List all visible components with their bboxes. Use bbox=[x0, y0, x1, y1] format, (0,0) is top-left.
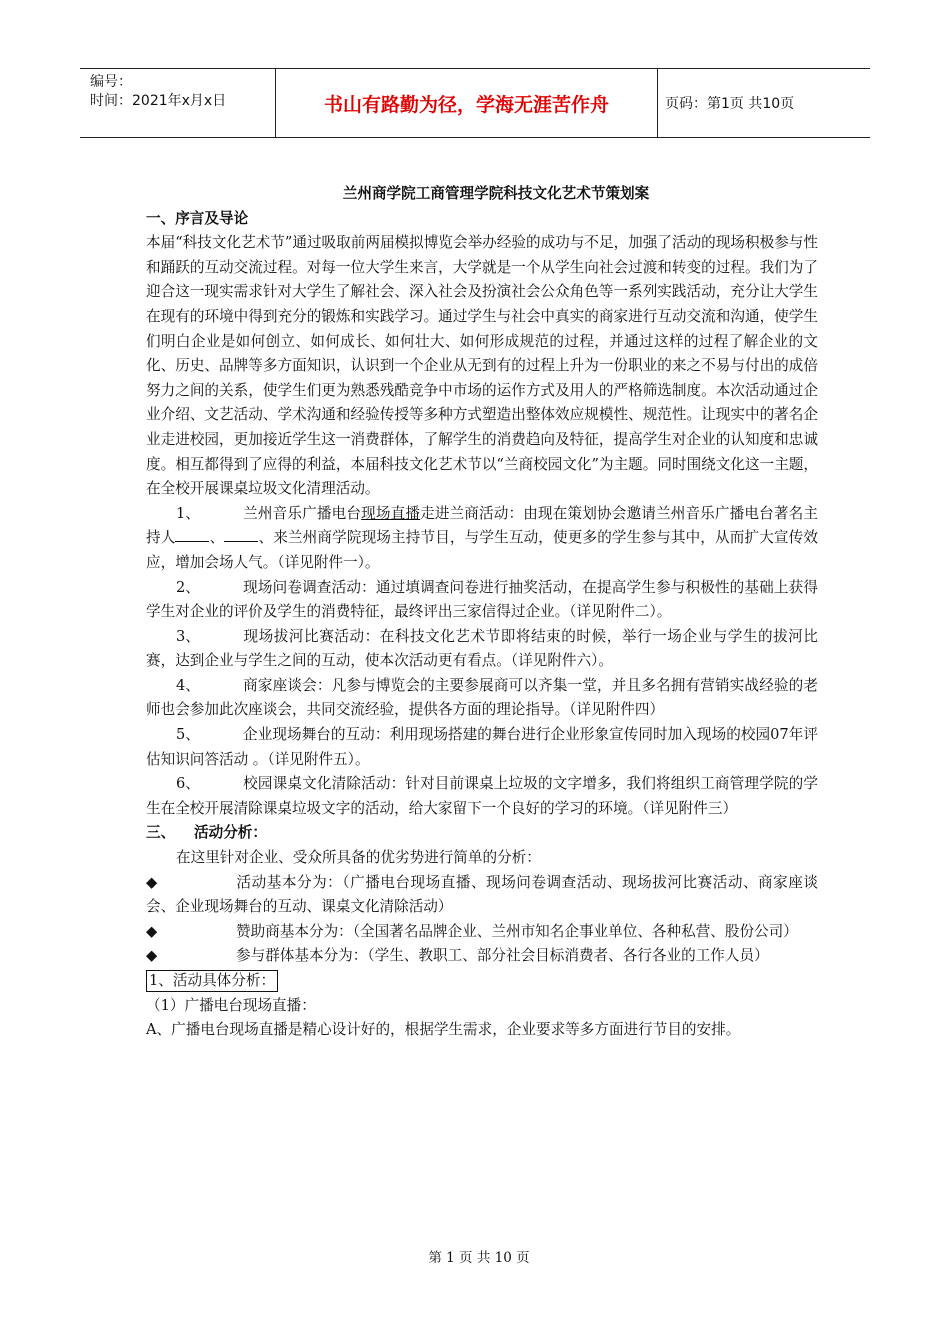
diamond-bullet-icon: ◆ bbox=[146, 922, 158, 940]
section-3-intro: 在这里针对企业、受众所具备的优劣势进行简单的分析： bbox=[176, 849, 541, 867]
item-number: 5、 bbox=[176, 726, 200, 744]
blank-line bbox=[175, 527, 209, 542]
diamond-bullet-icon: ◆ bbox=[146, 873, 158, 891]
date-label: 时间：2021年x月x日 bbox=[90, 93, 227, 109]
intro-paragraph: 本届“科技文化艺术节”通过吸取前两届模拟博览会举办经验的成功与不足，加强了活动的现场积极参与性和踊跃的互动交流过程。对每一位大学生来言，大学就是一个从学生向社会过渡和转变的过程。我们为了迎合这一现实需求针对大学生了解社会、深入社会及扮演社会公众角色等一系列实践活动，充分让大学生在现有的环境中得到充分的锻炼和实践学习。通过学生与社会中真实的商家进行互动交流和沟通，使学生们明白企业是如何创立、如何成长、如何壮大、如何形成规范的过程，并通过这样的过程了解企业的文化、历史、品牌等多方面知识，认识到一个企业从无到有的过程上升为一份职业的来之不易与付出的成倍努力之间的关系，使学生们更为熟悉残酷竞争中市场的运作方式及用人的严格筛选制度。本次活动通过企业介绍、文艺活动、学术沟通和经验传授等多种方式塑造出整体效应规模性、规范性。让现实中的著名企业走进校园，更加接近学生这一消费群体，了解学生的消费趋向及特征，提高学生对企业的认知度和忠诚度。相互都得到了应得的利益，本届科技文化艺术节以“兰商校园文化”为主题。同时围绕文化这一主题，在全校开展课桌垃圾文化清理活动。 bbox=[146, 234, 818, 498]
subsection-text: A、广播电台现场直播是精心设计好的，根据学生需求，企业要求等多方面进行节目的安排。 bbox=[146, 1021, 741, 1039]
header-motto: 书山有路勤为径，学海无涯苦作舟 bbox=[276, 69, 658, 137]
diamond-bullet-icon: ◆ bbox=[146, 947, 158, 965]
header-left-cell bbox=[80, 69, 276, 137]
header-page-info: 页码：第1页 共10页 bbox=[665, 96, 795, 112]
activity-item: 2、 现场问卷调查活动：通过填调查问卷进行抽奖活动，在提高学生参与积极性的基础上获得学生对企业的评价及学生的消费特征，最终评出三家信得过企业。（详见附件二）。 bbox=[146, 576, 818, 625]
bullet-item: ◆ 活动基本分为：（广播电台现场直播、现场问卷调查活动、现场拔河比赛活动、商家座谈会、企业现场舞台的互动、课桌文化清除活动） bbox=[146, 871, 818, 920]
document-body bbox=[146, 182, 818, 1043]
section-3-heading: 三、 活动分析： bbox=[146, 824, 267, 842]
activity-item: 6、 校园课桌文化清除活动：针对目前课桌上垃圾的文字增多，我们将组织工商管理学院的学生在全校开展清除课桌垃圾文字的活动，给大家留下一个良好的学习的环境。（详见附件三） bbox=[146, 772, 818, 821]
item-number: 2、 bbox=[176, 578, 200, 596]
bullet-item: ◆ 赞助商基本分为：（全国著名品牌企业、兰州市知名企事业单位、各种私营、股份公司） bbox=[146, 920, 818, 945]
page-footer: 第 1 页 共 10 页 bbox=[428, 1250, 530, 1266]
item-number: 4、 bbox=[176, 676, 200, 694]
subsection-heading: 1、活动具体分析： bbox=[146, 969, 818, 994]
subsection-item: （1）广播电台现场直播： bbox=[146, 996, 316, 1014]
item-number: 3、 bbox=[176, 627, 200, 645]
section-1-heading: 一、序言及导论 bbox=[146, 209, 249, 227]
item-number: 6、 bbox=[176, 775, 200, 793]
item-number: 1、 bbox=[176, 504, 200, 522]
doc-title: 兰州商学院工商管理学院科技文化艺术节策划案 bbox=[342, 185, 650, 202]
blank-line bbox=[224, 527, 258, 542]
bullet-item: ◆ 参与群体基本分为：（学生、教职工、部分社会目标消费者、各行各业的工作人员） bbox=[146, 944, 818, 969]
code-label: 编号： bbox=[90, 74, 132, 90]
activity-item: 3、 现场拔河比赛活动：在科技文化艺术节即将结束的时候，举行一场企业与学生的拔河比赛，达到企业与学生之间的互动，使本次活动更有看点。（详见附件六）。 bbox=[146, 625, 818, 674]
activity-item: 5、 企业现场舞台的互动：利用现场搭建的舞台进行企业形象宣传同时加入现场的校园07年评估知识问答活动 。（详见附件五）。 bbox=[146, 723, 818, 772]
underlined-text: 现场直播 bbox=[361, 504, 421, 522]
header-table bbox=[80, 68, 870, 138]
activity-item-1: 1、 兰州音乐广播电台现场直播走进兰商活动：由现在策划协会邀请兰州音乐广播电台著名主持人 、 、来兰州商学院现场主持节目，与学生互动，使更多的学生参与其中，从而扩大宣传效应，增加会场人气。（详见附件一）。 bbox=[146, 502, 818, 576]
activity-item: 4、 商家座谈会：凡参与博览会的主要参展商可以齐集一堂，并且多名拥有营销实战经验的老师也会参加此次座谈会，共同交流经验，提供各方面的理论指导。（详见附件四） bbox=[146, 674, 818, 723]
